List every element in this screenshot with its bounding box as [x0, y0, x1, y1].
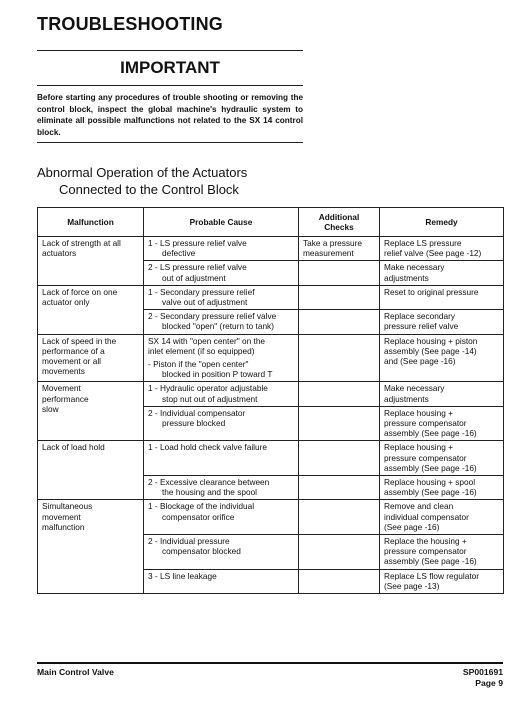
additional-checks-cell — [299, 406, 380, 441]
cell-line: (See page -13) — [384, 580, 440, 591]
cell-line: blocked "open" (return to tank) — [162, 321, 274, 332]
cell-line: Replace secondary — [384, 311, 456, 322]
cell-line: pressure compensator — [384, 418, 467, 429]
footer-divider — [37, 662, 503, 664]
cell-line: adjustments — [384, 272, 429, 283]
cell-line: Replace housing + — [384, 407, 453, 418]
remedy-cell — [380, 334, 504, 382]
probable-cause-cell — [144, 441, 299, 476]
cell-line: slow — [42, 403, 59, 414]
remedy-cell — [380, 476, 504, 500]
troubleshooting-table — [37, 207, 504, 594]
table-row — [38, 334, 504, 382]
cell-line: and (See page -16) — [384, 356, 456, 367]
cell-line: 2 - Individual compensator — [148, 407, 246, 418]
footer-page-info — [463, 667, 503, 689]
cell-line: Lack of load hold — [42, 442, 105, 453]
additional-checks-cell — [299, 535, 380, 570]
malfunction-cell — [38, 334, 144, 382]
remedy-cell — [380, 310, 504, 334]
additional-checks-cell — [299, 285, 380, 309]
table-row — [38, 382, 504, 406]
additional-checks-cell — [299, 237, 380, 261]
remedy-cell — [380, 382, 504, 406]
cell-line: Take a pressure — [303, 238, 363, 248]
cell-line: assembly (See page -16) — [384, 428, 477, 439]
section-heading — [37, 164, 247, 198]
cell-line: pressure blocked — [162, 418, 226, 429]
footer-section-name: Main Control Valve — [37, 667, 114, 677]
header-checks-line1: Additional — [318, 211, 360, 222]
cell-line: compensator orifice — [162, 511, 235, 522]
cell-line: malfunction — [42, 521, 85, 532]
malfunction-cell — [38, 441, 144, 500]
cell-line: 3 - LS line leakage — [148, 570, 217, 581]
cell-line: assembly (See page -14) — [384, 345, 477, 356]
cell-line: Lack of strength at all — [42, 238, 121, 248]
footer-doc-id: SP001691 — [462, 667, 503, 677]
cell-line: out of adjustment — [162, 272, 226, 283]
table-body — [38, 237, 504, 594]
cell-line: defective — [162, 248, 196, 259]
cell-line: Lack of force on one — [42, 286, 118, 297]
table-row — [38, 285, 504, 309]
cell-line: Replace LS pressure — [384, 238, 462, 248]
cell-line: individual compensator — [384, 511, 469, 522]
table-row — [38, 500, 504, 535]
cell-line: Replace housing + piston — [384, 335, 478, 346]
additional-checks-cell — [299, 500, 380, 535]
cell-line: Replace LS flow regulator — [384, 570, 480, 581]
section-heading-line2: Connected to the Control Block — [59, 182, 239, 197]
malfunction-cell — [38, 237, 144, 286]
cell-line: blocked in position P toward T — [162, 369, 273, 380]
probable-cause-cell — [144, 569, 299, 593]
probable-cause-cell — [144, 261, 299, 285]
cell-line: assembly (See page -16) — [384, 462, 477, 473]
cell-line: movement — [42, 511, 81, 522]
cell-line: measurement — [303, 248, 354, 259]
cell-line: actuators — [42, 248, 77, 259]
probable-cause-cell — [144, 535, 299, 570]
cell-line: 1 - Blockage of the individual — [148, 501, 255, 512]
remedy-cell — [380, 261, 504, 285]
cell-line: Lack of speed in the — [42, 335, 117, 346]
malfunction-cell — [38, 285, 144, 334]
cell-line: assembly (See page -16) — [384, 487, 477, 498]
header-probable-cause: Probable Cause — [144, 208, 299, 237]
notice-divider — [37, 142, 303, 143]
header-checks-line2: Checks — [324, 222, 354, 232]
cell-line: Replace the housing + — [384, 536, 467, 547]
probable-cause-cell — [144, 237, 299, 261]
cell-line: Make necessary — [384, 383, 445, 394]
cell-line: Simultaneous — [42, 501, 93, 512]
footer-page-number: Page 9 — [475, 678, 503, 688]
cell-line: (See page -16) — [384, 521, 440, 532]
additional-checks-cell — [299, 310, 380, 334]
cell-line: 1 - Secondary pressure relief — [148, 286, 255, 297]
table-row — [38, 237, 504, 261]
remedy-cell — [380, 237, 504, 261]
additional-checks-cell — [299, 382, 380, 406]
cell-line: 2 - Excessive clearance between — [148, 477, 270, 488]
cell-line: Replace housing + — [384, 442, 453, 453]
table-row — [38, 441, 504, 476]
cell-line: 2 - Individual pressure — [148, 536, 230, 547]
page-title: TROUBLESHOOTING — [37, 14, 223, 34]
cell-line: pressure compensator — [384, 452, 467, 463]
remedy-cell — [380, 569, 504, 593]
cell-line: performance — [42, 393, 89, 404]
cell-line: Make necessary — [384, 262, 445, 273]
header-malfunction: Malfunction — [38, 208, 144, 237]
probable-cause-cell — [144, 500, 299, 535]
cell-line: 1 - Hydraulic operator adjustable — [148, 383, 268, 394]
remedy-cell — [380, 500, 504, 535]
table-header-row — [38, 208, 504, 237]
cell-line: 1 - Load hold check valve failure — [148, 442, 267, 453]
cell-line: adjustments — [384, 393, 429, 404]
additional-checks-cell — [299, 476, 380, 500]
probable-cause-cell — [144, 310, 299, 334]
remedy-cell — [380, 285, 504, 309]
important-heading: IMPORTANT — [120, 58, 220, 77]
malfunction-cell — [38, 500, 144, 594]
cell-line: assembly (See page -16) — [384, 556, 477, 567]
additional-checks-cell — [299, 334, 380, 382]
cell-line: compensator blocked — [162, 546, 241, 557]
cell-line: Movement — [42, 383, 81, 394]
cell-line: 2 - LS pressure relief valve — [148, 262, 247, 273]
probable-cause-cell — [144, 285, 299, 309]
cell-line: Replace housing + spool — [384, 477, 476, 488]
header-remedy: Remedy — [380, 208, 504, 237]
additional-checks-cell — [299, 441, 380, 476]
cell-line: 2 - Secondary pressure relief valve — [148, 311, 277, 322]
malfunction-cell — [38, 382, 144, 441]
cell-line: pressure compensator — [384, 546, 467, 557]
cell-line: - Piston if the "open center" — [148, 359, 249, 370]
remedy-cell — [380, 441, 504, 476]
probable-cause-cell — [144, 406, 299, 441]
probable-cause-cell — [144, 382, 299, 406]
probable-cause-cell — [144, 334, 299, 382]
cell-line: movements — [42, 366, 85, 377]
cell-line: SX 14 with "open center" on the — [148, 335, 266, 346]
cell-line: performance of a — [42, 345, 105, 356]
remedy-cell — [380, 406, 504, 441]
additional-checks-cell — [299, 569, 380, 593]
important-divider — [37, 85, 303, 86]
cell-line: Reset to original pressure — [384, 286, 479, 297]
cell-line: stop nut out of adjustment — [162, 393, 258, 404]
cell-line: actuator only — [42, 297, 90, 308]
cell-line: Remove and clean — [384, 501, 454, 512]
probable-cause-cell — [144, 476, 299, 500]
cell-line: valve out of adjustment — [162, 297, 248, 308]
cell-line: movement or all — [42, 356, 102, 367]
header-additional-checks — [299, 208, 380, 237]
section-heading-line1: Abnormal Operation of the Actuators — [37, 165, 248, 180]
important-notice: Before starting any procedures of trouble shooting or removing the control block, inspect the global machine's hydraulic system to eliminate all possible malfunctions not related to the SX 14 control block. — [37, 93, 303, 137]
remedy-cell — [380, 535, 504, 570]
cell-line: pressure relief valve — [384, 321, 459, 332]
additional-checks-cell — [299, 261, 380, 285]
cell-line: 1 - LS pressure relief valve — [148, 238, 247, 248]
cell-line: relief valve (See page -12) — [384, 248, 482, 259]
cell-line: inlet element (if so equipped) — [148, 345, 255, 356]
cell-line: the housing and the spool — [162, 487, 258, 498]
title-divider — [37, 50, 303, 51]
